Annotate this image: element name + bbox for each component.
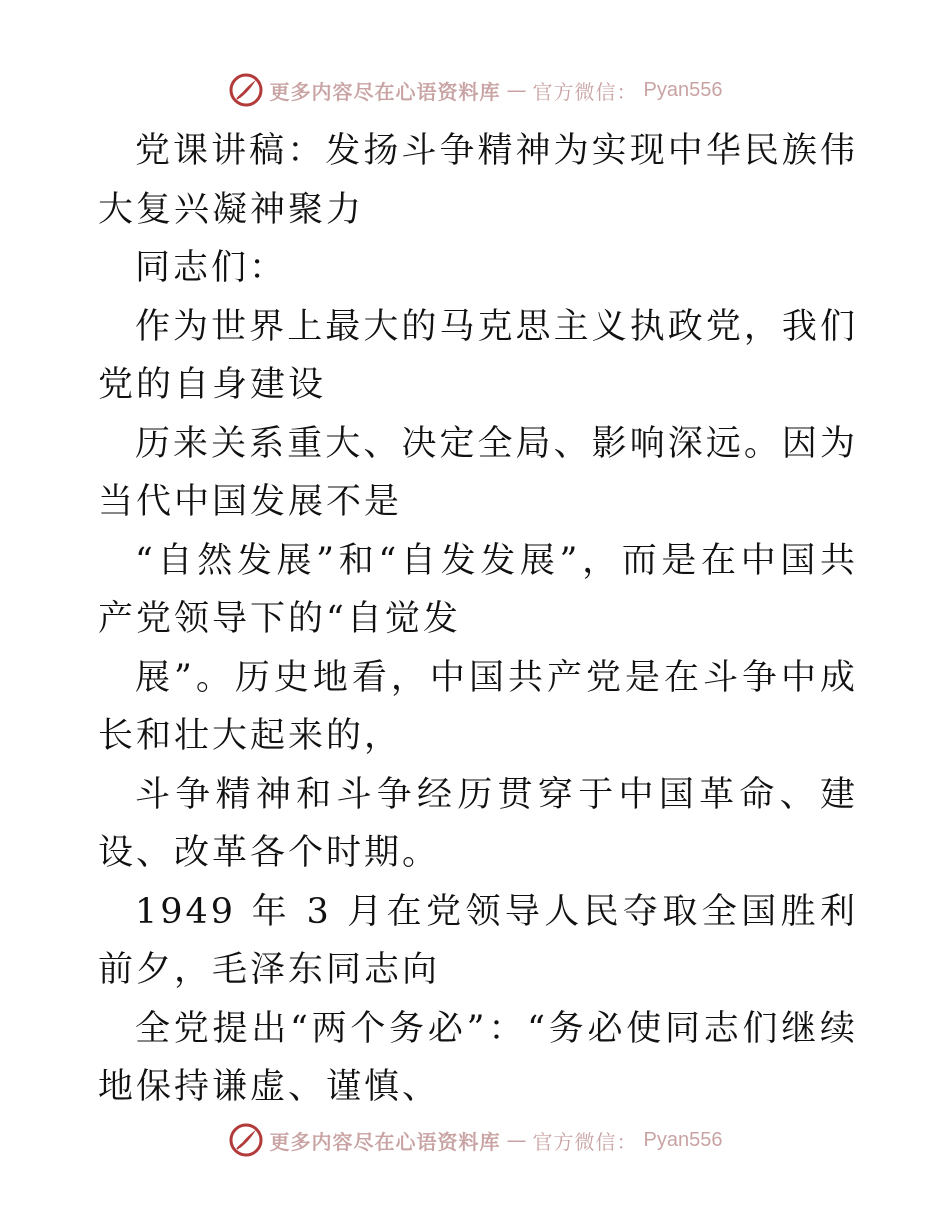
feather-circle-logo-icon — [228, 1122, 264, 1158]
document-paragraph: 展”。历史地看，中国共产党是在斗争中成长和壮大起来的， — [98, 657, 858, 756]
watermark-wechat-id: Pyan556 — [643, 78, 723, 101]
watermark-separator: — — [506, 78, 527, 102]
feather-circle-logo-icon — [228, 72, 264, 108]
document-paragraph: 历来关系重大、决定全局、影响深远。因为当代中国发展不是 — [98, 423, 858, 522]
watermark-wechat-id: Pyan556 — [643, 1128, 723, 1151]
document-paragraph: 斗争精神和斗争经历贯穿于中国革命、建设、改革各个时期。 — [98, 774, 858, 873]
watermark-header — [0, 70, 950, 110]
document-paragraph: “自然发展”和“自发发展”，而是在中国共产党领导下的“自觉发 — [98, 540, 858, 639]
watermark-footer — [0, 1120, 950, 1160]
watermark-brand-text: 更多内容尽在心语资料库 — [269, 79, 501, 104]
document-paragraph: 作为世界上最大的马克思主义执政党，我们党的自身建设 — [98, 306, 858, 405]
watermark-brand — [228, 1122, 723, 1158]
watermark-wechat-label: 官方微信： — [532, 79, 638, 104]
watermark-brand — [228, 72, 723, 108]
document-paragraph: 全党提出“两个务必”：“务必使同志们继续地保持谦虚、谨慎、 — [98, 1008, 858, 1107]
watermark-wechat-label: 官方微信： — [532, 1129, 638, 1154]
document-body — [98, 122, 858, 1117]
document-paragraph: 同志们： — [135, 248, 288, 288]
watermark-brand-text: 更多内容尽在心语资料库 — [269, 1129, 501, 1154]
document-title: 党课讲稿：发扬斗争精神为实现中华民族伟大复兴凝神聚力 — [98, 131, 858, 230]
document-paragraph: 1949 年 3 月在党领导人民夺取全国胜利前夕，毛泽东同志向 — [98, 891, 858, 990]
watermark-separator: — — [506, 1128, 527, 1152]
